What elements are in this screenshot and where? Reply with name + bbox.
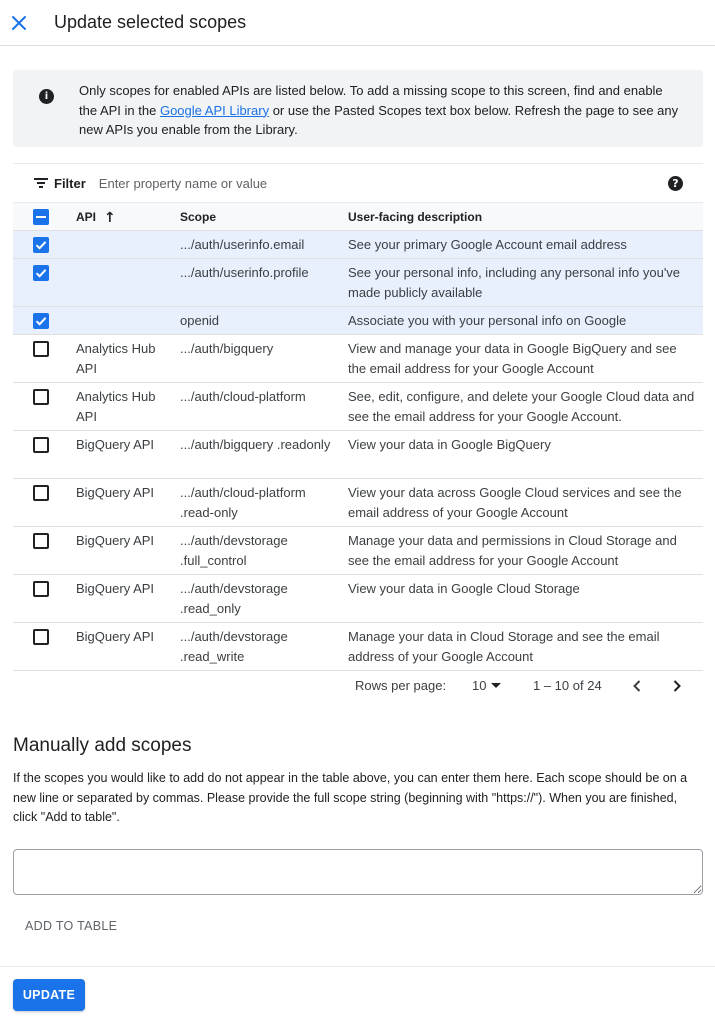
- dialog-title: Update selected scopes: [54, 12, 247, 32]
- column-header-scope: Scope: [180, 210, 217, 224]
- info-banner: [13, 70, 703, 147]
- info-text-after: or use the Pasted Scopes text box below. Refresh the page to see any new APIs you enable from the Library.: [79, 102, 679, 137]
- row-api: BigQuery API: [76, 629, 155, 644]
- dialog-header: [0, 0, 715, 46]
- row-checkbox[interactable]: [33, 581, 49, 597]
- row-scope: .../auth/devstorage .read_write: [180, 629, 288, 664]
- row-checkbox[interactable]: [33, 341, 49, 357]
- add-to-table-button[interactable]: ADD TO TABLE: [25, 919, 118, 933]
- info-icon: i: [39, 89, 54, 104]
- filter-label: Filter: [54, 175, 86, 191]
- table-row: [13, 623, 703, 671]
- table-row: [13, 335, 703, 383]
- row-description: View your data across Google Cloud services and see the email address of your Google Account: [348, 485, 682, 520]
- filter-icon[interactable]: [34, 177, 48, 189]
- row-checkbox[interactable]: [33, 313, 49, 329]
- manual-scopes-title: Manually add scopes: [13, 735, 192, 756]
- google-api-library-link[interactable]: Google API Library: [159, 102, 270, 118]
- table-row: [13, 575, 703, 623]
- pagination: [13, 670, 703, 702]
- row-api: BigQuery API: [76, 437, 155, 452]
- row-description: Manage your data and permissions in Cloud Storage and see the email address for your Google Account: [348, 533, 677, 568]
- table-row: [13, 431, 703, 479]
- row-api: Analytics Hub API: [76, 389, 156, 424]
- row-api: BigQuery API: [76, 533, 155, 548]
- row-description: See, edit, configure, and delete your Google Cloud data and see the email address for your Google Account.: [348, 389, 695, 424]
- row-scope: .../auth/userinfo.email: [180, 237, 305, 252]
- row-checkbox[interactable]: [33, 437, 49, 453]
- row-description: Manage your data in Cloud Storage and see the email address of your Google Account: [348, 629, 660, 664]
- row-api: BigQuery API: [76, 485, 155, 500]
- sort-ascending-icon[interactable]: ↑: [104, 210, 116, 226]
- filter-bar: [13, 163, 703, 203]
- column-header-api[interactable]: [76, 210, 116, 226]
- manual-scopes-description: If the scopes you would like to add do not appear in the table above, you can enter them here. Each scope should be on a new line or separated by commas. Please provide the full scope string (beginning with "https://"). When you are finished, click "Add to table".: [13, 771, 688, 824]
- previous-page-button[interactable]: [627, 676, 647, 696]
- dialog-footer: [0, 966, 715, 1024]
- row-api: Analytics Hub API: [76, 341, 156, 376]
- table-row: [13, 307, 703, 335]
- row-scope: .../auth/devstorage .full_control: [180, 533, 288, 568]
- row-scope: openid: [180, 313, 220, 328]
- rows-per-page-value: 10: [472, 678, 487, 693]
- row-description: View your data in Google BigQuery: [348, 437, 551, 452]
- row-checkbox[interactable]: [33, 389, 49, 405]
- page-range: 1 – 10 of 24: [533, 678, 602, 693]
- table-row: [13, 231, 703, 259]
- row-description: See your personal info, including any personal info you've made publicly available: [348, 265, 681, 300]
- row-scope: .../auth/bigquery: [180, 341, 274, 356]
- next-page-button[interactable]: [667, 676, 687, 696]
- info-text-before: Only scopes for enabled APIs are listed below. To add a missing scope to this screen, find and enable the API in the: [79, 83, 663, 118]
- row-checkbox[interactable]: [33, 485, 49, 501]
- column-header-api-label: API: [76, 210, 97, 224]
- table-row: [13, 259, 703, 307]
- row-checkbox[interactable]: [33, 265, 49, 281]
- row-checkbox[interactable]: [33, 533, 49, 549]
- update-button[interactable]: UPDATE: [13, 979, 85, 1011]
- info-text: [79, 81, 681, 140]
- row-description: View and manage your data in Google BigQuery and see the email address for your Google Account: [348, 341, 677, 376]
- row-description: View your data in Google Cloud Storage: [348, 581, 580, 596]
- row-scope: .../auth/devstorage .read_only: [180, 581, 288, 616]
- row-scope: .../auth/bigquery .readonly: [180, 437, 331, 452]
- help-icon[interactable]: ?: [668, 176, 683, 191]
- dropdown-caret-icon: [491, 683, 501, 688]
- chevron-right-icon: [667, 676, 687, 696]
- row-scope: .../auth/cloud-platform: [180, 389, 306, 404]
- row-api: BigQuery API: [76, 581, 155, 596]
- close-icon[interactable]: [10, 14, 28, 32]
- filter-input[interactable]: [99, 176, 599, 191]
- row-scope: .../auth/userinfo.profile: [180, 265, 309, 280]
- rows-per-page-select[interactable]: [472, 678, 501, 693]
- select-all-checkbox[interactable]: [33, 209, 49, 225]
- column-header-description: User-facing description: [348, 210, 483, 224]
- row-checkbox[interactable]: [33, 629, 49, 645]
- chevron-left-icon: [627, 676, 647, 696]
- table-body: [13, 231, 703, 671]
- row-description: See your primary Google Account email address: [348, 237, 627, 252]
- row-scope: .../auth/cloud-platform .read-only: [180, 485, 306, 520]
- table-row: [13, 479, 703, 527]
- table-row: [13, 383, 703, 431]
- table-row: [13, 527, 703, 575]
- table-header: [13, 203, 703, 231]
- row-checkbox[interactable]: [33, 237, 49, 253]
- row-description: Associate you with your personal info on Google: [348, 313, 627, 328]
- rows-per-page-label: Rows per page:: [355, 678, 447, 693]
- manual-scopes-textarea[interactable]: [13, 849, 703, 895]
- scopes-table: [13, 163, 703, 671]
